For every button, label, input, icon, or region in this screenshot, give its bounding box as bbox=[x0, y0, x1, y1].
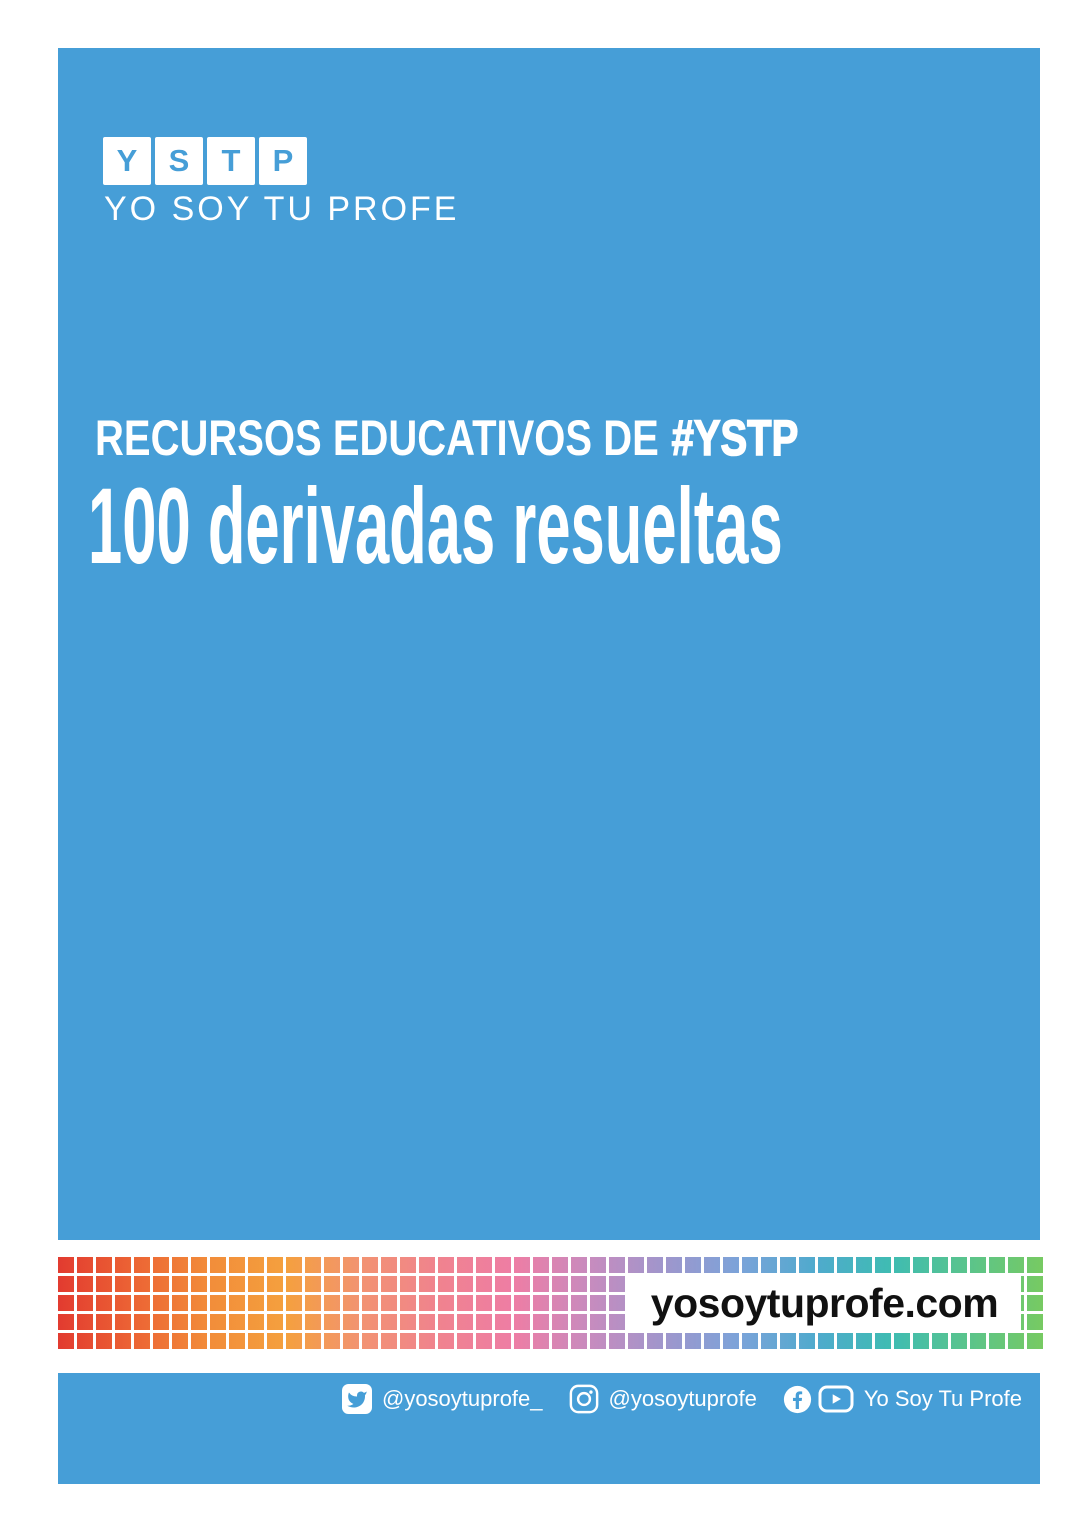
instagram-icon bbox=[569, 1384, 599, 1414]
logo-letter: T bbox=[221, 143, 241, 178]
kicker-text: RECURSOS EDUCATIVOS DE bbox=[95, 410, 659, 466]
website-url[interactable]: yosoytuprofe.com bbox=[650, 1279, 999, 1326]
twitter-account[interactable] bbox=[342, 1384, 543, 1414]
facebook-youtube-account[interactable] bbox=[783, 1385, 1022, 1414]
mosaic-strip bbox=[58, 1257, 1043, 1349]
kicker-hashtag: #YSTP bbox=[671, 410, 799, 466]
logo-letter-box-s bbox=[155, 137, 203, 185]
logo-letter: P bbox=[272, 143, 294, 178]
twitter-icon bbox=[342, 1384, 372, 1414]
instagram-handle: @yosoytuprofe bbox=[608, 1386, 757, 1411]
logo-letter-box-y bbox=[103, 137, 151, 185]
footer-bar bbox=[58, 1373, 1040, 1484]
youtube-icon bbox=[818, 1385, 854, 1413]
logo-letter: S bbox=[168, 143, 190, 178]
logo-wordmark: YO SOY TU PROFE bbox=[104, 190, 460, 228]
logo-letter-box-t bbox=[207, 137, 255, 185]
website-box[interactable] bbox=[628, 1276, 1021, 1330]
twitter-handle: @yosoytuprofe_ bbox=[381, 1386, 543, 1411]
kicker-line bbox=[95, 410, 799, 466]
blue-panel bbox=[58, 48, 1040, 1240]
facebook-icon bbox=[783, 1385, 812, 1414]
social-row bbox=[342, 1384, 1022, 1414]
ystp-logo bbox=[103, 137, 307, 185]
logo-letter: Y bbox=[116, 143, 138, 178]
logo-letter-box-p bbox=[259, 137, 307, 185]
page-title: 100 derivadas resueltas bbox=[88, 465, 783, 586]
instagram-account[interactable] bbox=[569, 1384, 757, 1414]
facebook-youtube-name: Yo Soy Tu Profe bbox=[863, 1386, 1022, 1411]
